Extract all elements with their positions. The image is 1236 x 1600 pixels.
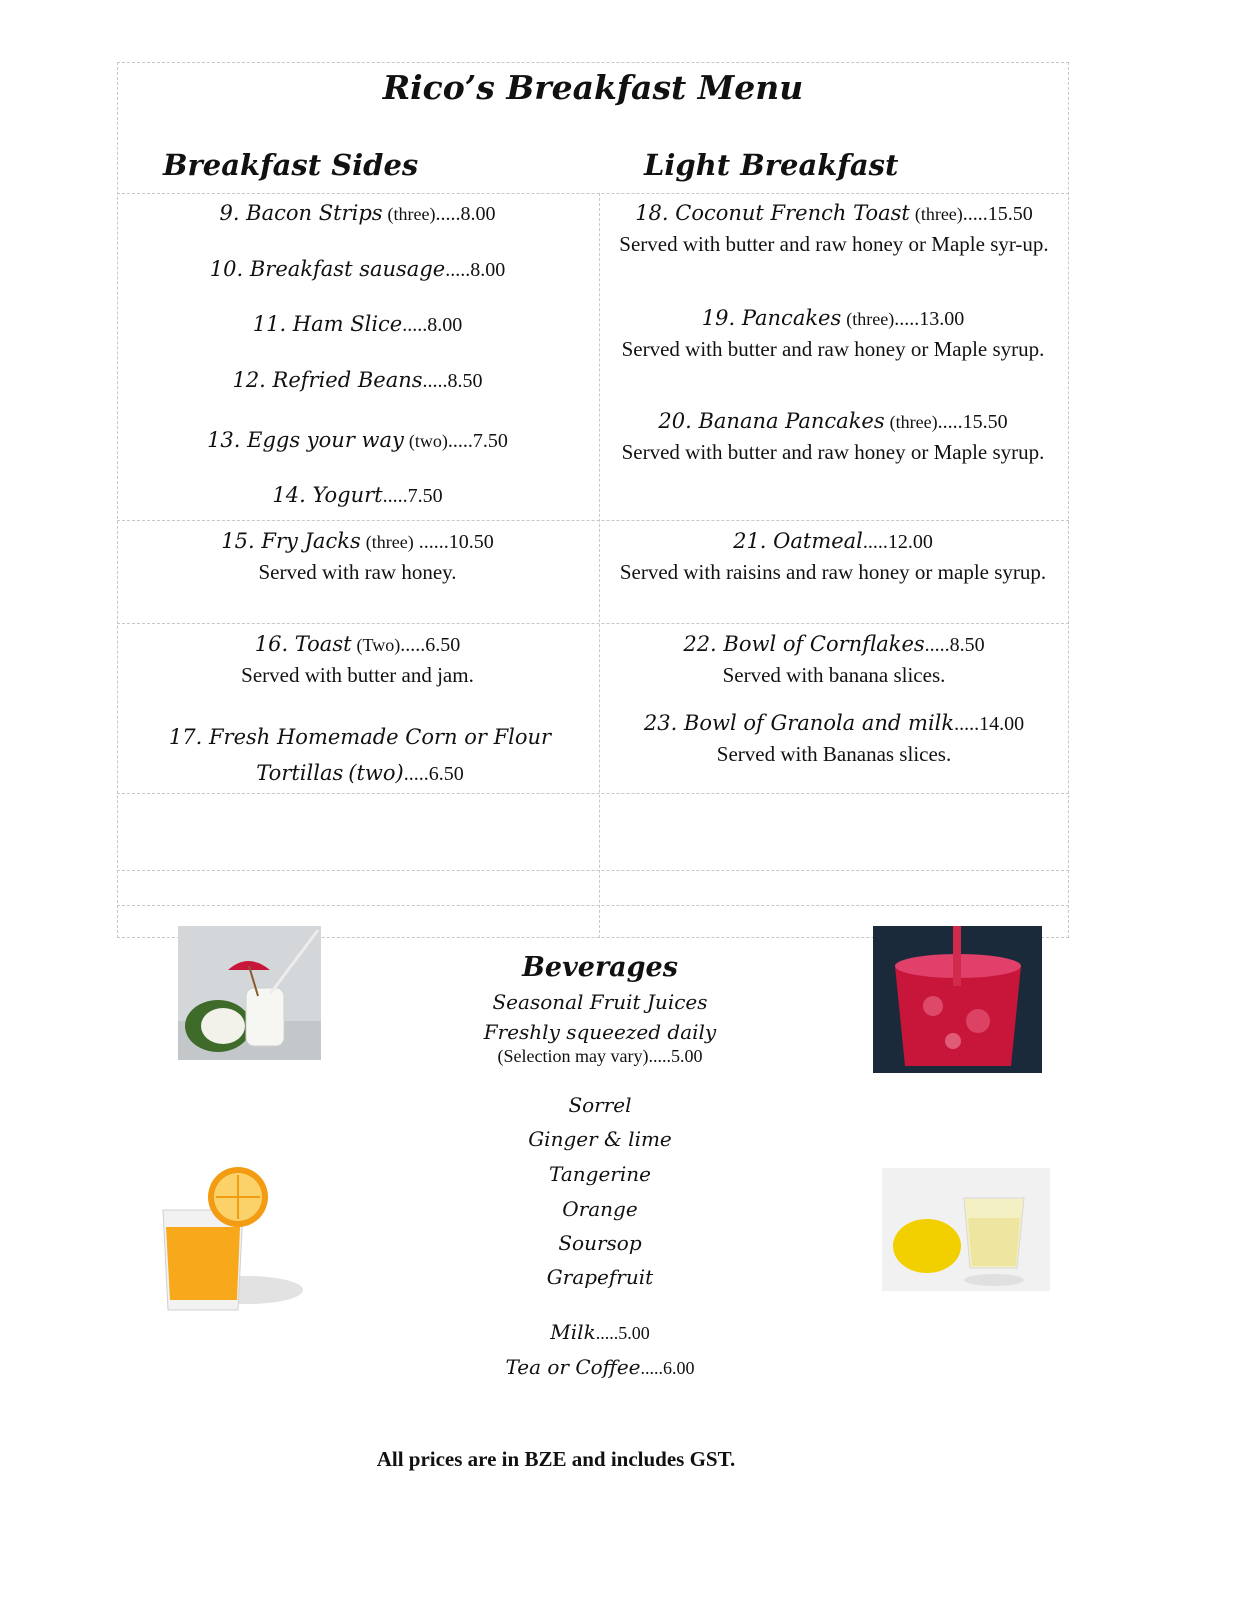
menu-item: 17. Fresh Homemade Corn or Flour Tortillas (two).....6.50 <box>168 725 552 785</box>
menu-item: 12. Refried Beans.....8.50 <box>232 368 483 392</box>
menu-item-description: Served with banana slices. <box>722 663 946 687</box>
menu-item: 14. Yogurt.....7.50 <box>272 483 443 507</box>
light-breakfast-heading: Light Breakfast <box>644 148 899 182</box>
grid-line <box>117 623 1069 624</box>
beverages-price-note: (Selection may vary).....5.00 <box>497 1046 703 1066</box>
beverages-subtitle: Freshly squeezed daily <box>483 1020 717 1044</box>
milk-item: Milk.....5.00 <box>550 1320 650 1344</box>
menu-item: 18. Coconut French Toast (three).....15.50 Served with butter and raw honey or Maple syr-up. <box>604 200 1064 257</box>
juice-item: Grapefruit <box>546 1265 654 1289</box>
menu-item-description: Served with butter and raw honey or Maple syrup. <box>621 337 1045 361</box>
menu-item: 23. Bowl of Granola and milk.....14.00 Served with Bananas slices. <box>604 710 1064 767</box>
menu-item-description: Served with Bananas slices. <box>716 742 952 766</box>
beverages-heading: Beverages <box>522 952 678 983</box>
menu-item: 15. Fry Jacks (three) ......10.50 Served with raw honey. <box>130 528 585 585</box>
sorrel-drink-image <box>873 926 1042 1073</box>
grid-line <box>117 905 1069 906</box>
menu-item: 11. Ham Slice.....8.00 <box>252 312 463 336</box>
soursop-drink-image <box>178 926 321 1060</box>
menu-item-description: Served with raisins and raw honey or maple syrup. <box>619 560 1047 584</box>
grid-line <box>117 793 1069 794</box>
price-footnote: All prices are in BZE and includes GST. <box>376 1447 736 1471</box>
menu-item: 21. Oatmeal.....12.00 Served with raisins and raw honey or maple syrup. <box>612 528 1054 585</box>
juice-item: Orange <box>562 1197 638 1221</box>
menu-item-description: Served with butter and raw honey or Maple syr-up. <box>619 232 1049 256</box>
menu-item: 19. Pancakes (three).....13.00 Served with butter and raw honey or Maple syrup. <box>612 305 1054 362</box>
beverages-subtitle: Seasonal Fruit Juices <box>492 990 708 1014</box>
menu-item: 9. Bacon Strips (three).....8.00 <box>219 201 496 225</box>
juice-item: Ginger & lime <box>528 1127 672 1151</box>
column-divider <box>599 193 600 938</box>
breakfast-sides-heading: Breakfast Sides <box>163 148 419 182</box>
menu-item: 13. Eggs your way (two).....7.50 <box>207 428 508 452</box>
menu-item-description: Served with butter and raw honey or Maple syrup. <box>621 440 1045 464</box>
lemon-juice-image <box>882 1168 1050 1291</box>
menu-item: 16. Toast (Two).....6.50 Served with butter and jam. <box>130 631 585 688</box>
menu-item-description: Served with butter and jam. <box>241 663 474 687</box>
tea-coffee-item: Tea or Coffee.....6.00 <box>505 1355 695 1379</box>
juice-item: Tangerine <box>549 1162 651 1186</box>
juice-item: Sorrel <box>568 1093 632 1117</box>
grid-line <box>117 193 1069 194</box>
menu-item: 10. Breakfast sausage.....8.00 <box>209 257 506 281</box>
menu-item: 22. Bowl of Cornflakes.....8.50 Served with banana slices. <box>604 631 1064 688</box>
grid-line <box>117 870 1069 871</box>
menu-item-description: Served with raw honey. <box>258 560 457 584</box>
menu-item: 20. Banana Pancakes (three).....15.50 Served with butter and raw honey or Maple syrup. <box>612 408 1054 465</box>
orange-juice-image <box>158 1165 308 1317</box>
grid-line <box>117 520 1069 521</box>
menu-title: Rico’s Breakfast Menu <box>382 68 804 107</box>
juice-item: Soursop <box>558 1231 642 1255</box>
